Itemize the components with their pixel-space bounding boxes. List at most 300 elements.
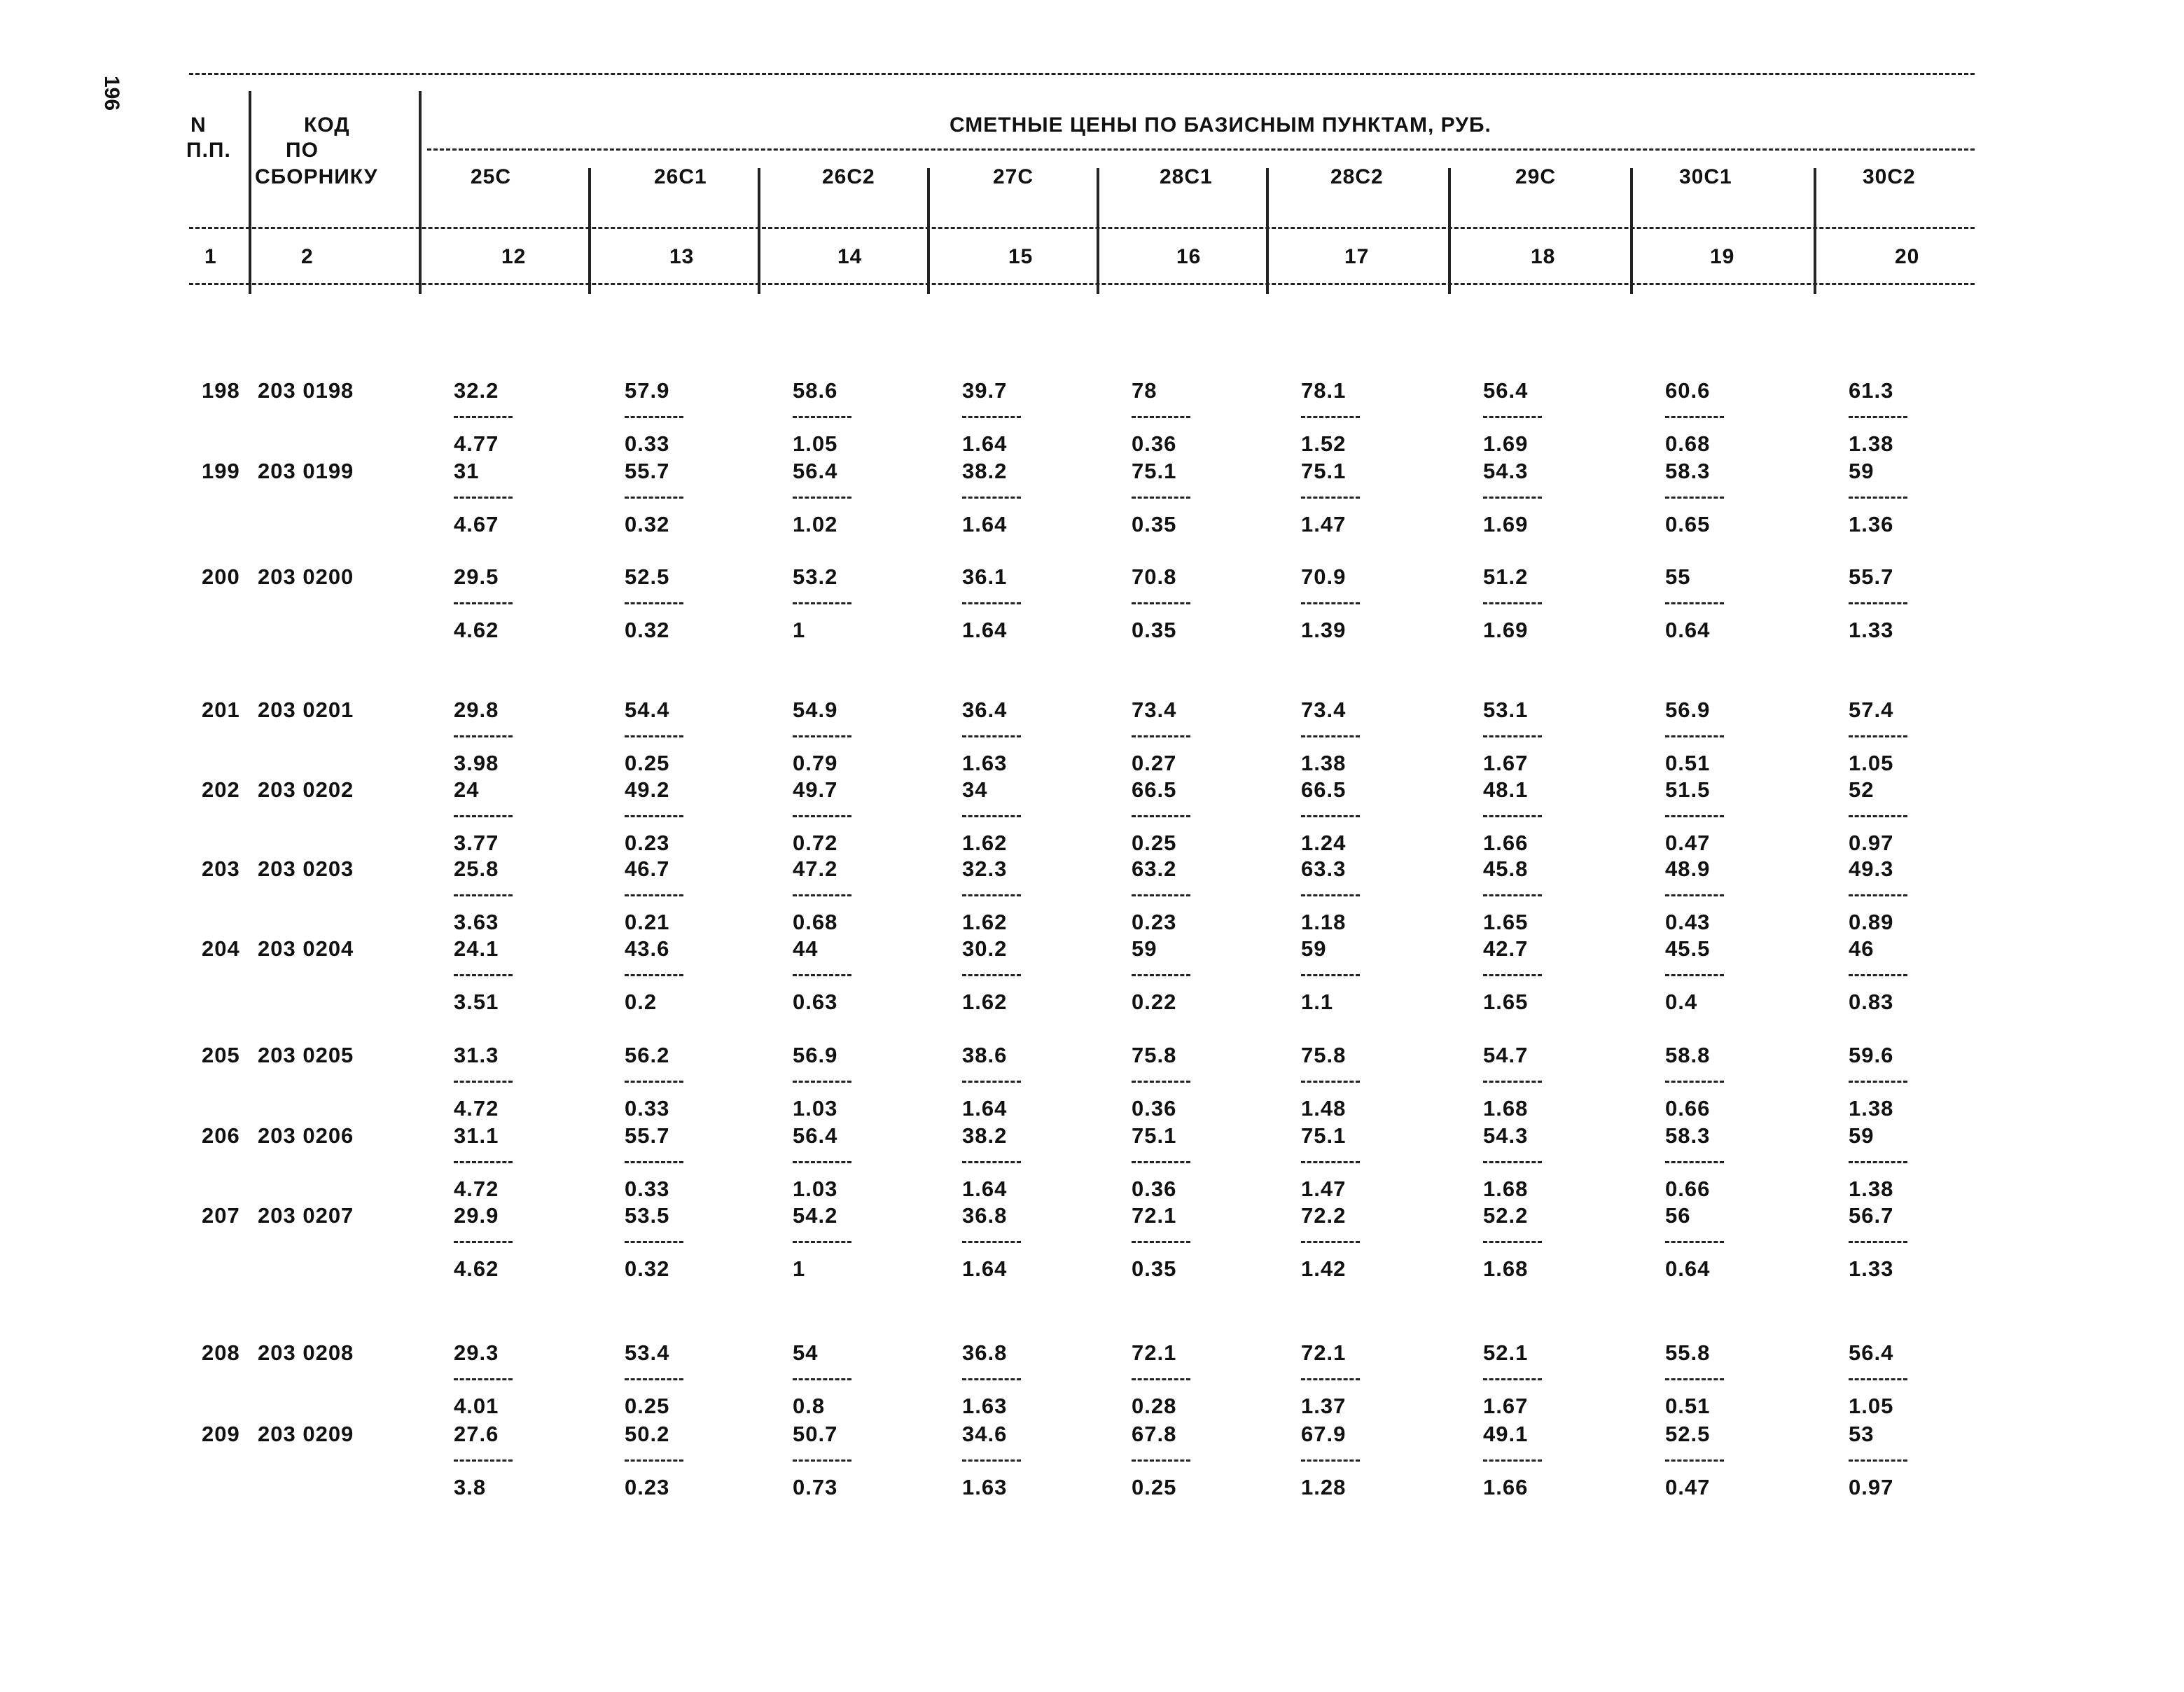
price-denominator: 0.64 xyxy=(1665,1256,1711,1281)
price-denominator: 0.25 xyxy=(1132,1475,1177,1499)
price-denominator: 1.02 xyxy=(793,512,838,536)
price-denominator: 3.77 xyxy=(454,831,499,855)
price-numerator: 34 xyxy=(962,777,988,802)
price-denominator: 0.22 xyxy=(1132,990,1177,1014)
price-denominator: 0.43 xyxy=(1665,910,1711,934)
price-denominator: 0.36 xyxy=(1132,1177,1177,1201)
header-top-rule xyxy=(189,73,1975,75)
fraction-line xyxy=(793,735,851,737)
page-number: 196 xyxy=(100,76,123,111)
row-code: 203 0206 xyxy=(258,1123,354,1148)
fraction-line xyxy=(1483,1081,1542,1083)
price-denominator: 0.32 xyxy=(625,618,670,642)
fraction-line xyxy=(962,815,1021,817)
price-numerator: 53.4 xyxy=(625,1340,670,1365)
price-denominator: 0.68 xyxy=(793,910,838,934)
price-denominator: 0.23 xyxy=(1132,910,1177,934)
fraction-line xyxy=(793,1378,851,1380)
fraction-line xyxy=(1132,1459,1190,1462)
row-number: 203 xyxy=(202,857,240,881)
price-numerator: 52.5 xyxy=(625,564,670,589)
fraction-line xyxy=(962,974,1021,976)
price-numerator: 38.6 xyxy=(962,1043,1008,1067)
header-point-8: 30С1 xyxy=(1679,165,1732,188)
fraction-line xyxy=(1483,735,1542,737)
price-numerator: 75.8 xyxy=(1301,1043,1347,1067)
price-denominator: 4.62 xyxy=(454,618,499,642)
price-numerator: 52.5 xyxy=(1665,1422,1711,1446)
price-denominator: 0.32 xyxy=(625,1256,670,1281)
price-numerator: 29.3 xyxy=(454,1340,499,1365)
price-numerator: 53.2 xyxy=(793,564,838,589)
price-numerator: 59 xyxy=(1301,936,1327,961)
price-numerator: 48.9 xyxy=(1665,857,1711,881)
row-code: 203 0198 xyxy=(258,378,354,403)
header-divider xyxy=(1448,168,1451,294)
price-numerator: 46.7 xyxy=(625,857,670,881)
price-numerator: 75.1 xyxy=(1132,459,1177,483)
price-numerator: 63.2 xyxy=(1132,857,1177,881)
price-denominator: 0.35 xyxy=(1132,1256,1177,1281)
row-number: 204 xyxy=(202,936,240,961)
price-denominator: 1.48 xyxy=(1301,1096,1347,1121)
fraction-line xyxy=(1483,1378,1542,1380)
price-numerator: 55.7 xyxy=(625,459,670,483)
price-denominator: 0.25 xyxy=(625,751,670,775)
fraction-line xyxy=(1483,1161,1542,1163)
price-numerator: 66.5 xyxy=(1301,777,1347,802)
price-denominator: 1.69 xyxy=(1483,512,1529,536)
price-numerator: 54 xyxy=(793,1340,819,1365)
price-denominator: 4.77 xyxy=(454,431,499,456)
price-denominator: 1.69 xyxy=(1483,431,1529,456)
price-denominator: 1.65 xyxy=(1483,990,1529,1014)
price-numerator: 54.2 xyxy=(793,1203,838,1228)
price-denominator: 1.69 xyxy=(1483,618,1529,642)
header-colnum: 2 xyxy=(301,245,314,268)
price-numerator: 55.7 xyxy=(1849,564,1894,589)
row-number: 199 xyxy=(202,459,240,483)
price-denominator: 1.38 xyxy=(1301,751,1347,775)
price-numerator: 38.2 xyxy=(962,1123,1008,1148)
fraction-line xyxy=(1301,815,1360,817)
price-denominator: 1.64 xyxy=(962,1256,1008,1281)
fraction-line xyxy=(454,416,513,418)
price-denominator: 0.27 xyxy=(1132,751,1177,775)
fraction-line xyxy=(454,974,513,976)
price-numerator: 49.7 xyxy=(793,777,838,802)
price-denominator: 0.72 xyxy=(793,831,838,855)
fraction-line xyxy=(1483,497,1542,499)
price-numerator: 52.1 xyxy=(1483,1340,1529,1365)
fraction-line xyxy=(1132,1081,1190,1083)
fraction-line xyxy=(454,1081,513,1083)
fraction-line xyxy=(454,1378,513,1380)
fraction-line xyxy=(625,602,683,604)
fraction-line xyxy=(1301,894,1360,896)
price-denominator: 0.33 xyxy=(625,431,670,456)
row-code: 203 0202 xyxy=(258,777,354,802)
price-numerator: 56.7 xyxy=(1849,1203,1894,1228)
fraction-line xyxy=(793,1241,851,1243)
price-denominator: 3.98 xyxy=(454,751,499,775)
price-numerator: 72.2 xyxy=(1301,1203,1347,1228)
fraction-line xyxy=(1849,1378,1907,1380)
price-denominator: 0.33 xyxy=(625,1096,670,1121)
price-denominator: 1.24 xyxy=(1301,831,1347,855)
fraction-line xyxy=(1849,1161,1907,1163)
price-numerator: 30.2 xyxy=(962,936,1008,961)
price-numerator: 78.1 xyxy=(1301,378,1347,403)
fraction-line xyxy=(1849,815,1907,817)
fraction-line xyxy=(625,894,683,896)
price-denominator: 1 xyxy=(793,618,806,642)
row-number: 202 xyxy=(202,777,240,802)
price-numerator: 48.1 xyxy=(1483,777,1529,802)
price-numerator: 42.7 xyxy=(1483,936,1529,961)
price-numerator: 70.8 xyxy=(1132,564,1177,589)
price-denominator: 0.28 xyxy=(1132,1394,1177,1418)
price-numerator: 53 xyxy=(1849,1422,1875,1446)
row-code: 203 0207 xyxy=(258,1203,354,1228)
header-point-5: 28С1 xyxy=(1160,165,1213,188)
price-numerator: 59 xyxy=(1132,936,1157,961)
fraction-line xyxy=(1483,602,1542,604)
fraction-line xyxy=(625,1081,683,1083)
fraction-line xyxy=(1301,1161,1360,1163)
row-number: 205 xyxy=(202,1043,240,1067)
fraction-line xyxy=(1665,1161,1724,1163)
price-numerator: 32.3 xyxy=(962,857,1008,881)
header-point-6: 28С2 xyxy=(1330,165,1384,188)
price-denominator: 0.25 xyxy=(625,1394,670,1418)
price-denominator: 1.36 xyxy=(1849,512,1894,536)
price-denominator: 1.68 xyxy=(1483,1096,1529,1121)
fraction-line xyxy=(793,974,851,976)
price-numerator: 34.6 xyxy=(962,1422,1008,1446)
fraction-line xyxy=(962,1378,1021,1380)
header-code: КОД xyxy=(304,113,350,137)
price-numerator: 36.8 xyxy=(962,1340,1008,1365)
fraction-line xyxy=(1132,974,1190,976)
header-colnum: 1 xyxy=(204,245,217,268)
row-code: 203 0204 xyxy=(258,936,354,961)
price-denominator: 1.63 xyxy=(962,1475,1008,1499)
price-numerator: 75.8 xyxy=(1132,1043,1177,1067)
fraction-line xyxy=(793,416,851,418)
price-denominator: 0.36 xyxy=(1132,1096,1177,1121)
fraction-line xyxy=(1849,894,1907,896)
price-numerator: 56.4 xyxy=(1849,1340,1894,1365)
fraction-line xyxy=(1665,416,1724,418)
header-point-4: 27С xyxy=(993,165,1034,188)
price-numerator: 59 xyxy=(1849,1123,1875,1148)
price-numerator: 55.7 xyxy=(625,1123,670,1148)
price-numerator: 52 xyxy=(1849,777,1875,802)
fraction-line xyxy=(625,735,683,737)
price-denominator: 1.63 xyxy=(962,751,1008,775)
fraction-line xyxy=(1483,815,1542,817)
price-denominator: 0.35 xyxy=(1132,618,1177,642)
header-point-3: 26С2 xyxy=(822,165,875,188)
header-divider xyxy=(927,168,930,294)
fraction-line xyxy=(1665,1459,1724,1462)
row-code: 203 0203 xyxy=(258,857,354,881)
price-denominator: 1.33 xyxy=(1849,618,1894,642)
price-numerator: 39.7 xyxy=(962,378,1008,403)
fraction-line xyxy=(1665,894,1724,896)
header-divider xyxy=(1097,168,1099,294)
price-denominator: 1.47 xyxy=(1301,512,1347,536)
fraction-line xyxy=(1301,1081,1360,1083)
price-denominator: 0.4 xyxy=(1665,990,1698,1014)
price-denominator: 1.62 xyxy=(962,831,1008,855)
fraction-line xyxy=(1483,1241,1542,1243)
price-numerator: 56.9 xyxy=(793,1043,838,1067)
price-denominator: 0.2 xyxy=(625,990,658,1014)
price-numerator: 51.2 xyxy=(1483,564,1529,589)
fraction-line xyxy=(625,815,683,817)
fraction-line xyxy=(1301,1241,1360,1243)
price-numerator: 47.2 xyxy=(793,857,838,881)
price-numerator: 29.5 xyxy=(454,564,499,589)
price-denominator: 1.64 xyxy=(962,512,1008,536)
fraction-line xyxy=(1849,1081,1907,1083)
fraction-line xyxy=(1301,497,1360,499)
price-denominator: 3.63 xyxy=(454,910,499,934)
fraction-line xyxy=(1849,974,1907,976)
price-numerator: 43.6 xyxy=(625,936,670,961)
header-point-7: 29С xyxy=(1515,165,1557,188)
price-denominator: 0.51 xyxy=(1665,1394,1711,1418)
price-numerator: 59 xyxy=(1849,459,1875,483)
price-denominator: 4.62 xyxy=(454,1256,499,1281)
price-numerator: 73.4 xyxy=(1132,698,1177,722)
price-denominator: 0.66 xyxy=(1665,1177,1711,1201)
fraction-line xyxy=(1483,894,1542,896)
row-code: 203 0209 xyxy=(258,1422,354,1446)
row-code: 203 0200 xyxy=(258,564,354,589)
header-divider xyxy=(1266,168,1269,294)
price-denominator: 0.23 xyxy=(625,831,670,855)
fraction-line xyxy=(454,815,513,817)
price-numerator: 24.1 xyxy=(454,936,499,961)
header-colnum: 20 xyxy=(1895,245,1920,268)
fraction-line xyxy=(1665,497,1724,499)
fraction-line xyxy=(962,416,1021,418)
price-denominator: 1.67 xyxy=(1483,751,1529,775)
fraction-line xyxy=(454,735,513,737)
price-denominator: 1.1 xyxy=(1301,990,1334,1014)
price-numerator: 75.1 xyxy=(1132,1123,1177,1148)
price-denominator: 0.25 xyxy=(1132,831,1177,855)
price-numerator: 49.3 xyxy=(1849,857,1894,881)
price-denominator: 0.23 xyxy=(625,1475,670,1499)
row-number: 206 xyxy=(202,1123,240,1148)
header-colnum: 18 xyxy=(1531,245,1556,268)
price-numerator: 59.6 xyxy=(1849,1043,1894,1067)
price-numerator: 57.9 xyxy=(625,378,670,403)
fraction-line xyxy=(1665,815,1724,817)
header-n: N xyxy=(190,113,207,137)
price-denominator: 1.65 xyxy=(1483,910,1529,934)
price-numerator: 49.1 xyxy=(1483,1422,1529,1446)
fraction-line xyxy=(1849,1459,1907,1462)
price-numerator: 56.4 xyxy=(793,459,838,483)
fraction-line xyxy=(454,602,513,604)
price-denominator: 1.63 xyxy=(962,1394,1008,1418)
price-numerator: 58.6 xyxy=(793,378,838,403)
price-denominator: 1.38 xyxy=(1849,1177,1894,1201)
fraction-line xyxy=(1132,497,1190,499)
price-denominator: 0.63 xyxy=(793,990,838,1014)
fraction-line xyxy=(1132,1378,1190,1380)
header-point-2: 26С1 xyxy=(654,165,707,188)
row-number: 198 xyxy=(202,378,240,403)
price-denominator: 0.73 xyxy=(793,1475,838,1499)
row-code: 203 0205 xyxy=(258,1043,354,1067)
fraction-line xyxy=(454,497,513,499)
price-denominator: 1.38 xyxy=(1849,1096,1894,1121)
price-denominator: 4.72 xyxy=(454,1096,499,1121)
header-colnum: 13 xyxy=(669,245,695,268)
fraction-line xyxy=(1849,497,1907,499)
price-numerator: 63.3 xyxy=(1301,857,1347,881)
fraction-line xyxy=(793,1081,851,1083)
price-denominator: 1.64 xyxy=(962,1096,1008,1121)
price-numerator: 72.1 xyxy=(1132,1203,1177,1228)
price-denominator: 1.62 xyxy=(962,990,1008,1014)
price-denominator: 0.83 xyxy=(1849,990,1894,1014)
price-denominator: 1.39 xyxy=(1301,618,1347,642)
price-numerator: 54.7 xyxy=(1483,1043,1529,1067)
price-denominator: 0.35 xyxy=(1132,512,1177,536)
fraction-line xyxy=(1132,815,1190,817)
price-numerator: 24 xyxy=(454,777,480,802)
row-code: 203 0208 xyxy=(258,1340,354,1365)
fraction-line xyxy=(1483,974,1542,976)
price-denominator: 1.52 xyxy=(1301,431,1347,456)
fraction-line xyxy=(625,974,683,976)
header-point-9: 30С2 xyxy=(1863,165,1916,188)
fraction-line xyxy=(1132,1161,1190,1163)
fraction-line xyxy=(1665,974,1724,976)
fraction-line xyxy=(625,1378,683,1380)
header-point-1: 25С xyxy=(471,165,512,188)
price-denominator: 1.37 xyxy=(1301,1394,1347,1418)
price-denominator: 3.8 xyxy=(454,1475,487,1499)
price-numerator: 36.8 xyxy=(962,1203,1008,1228)
fraction-line xyxy=(1132,1241,1190,1243)
header-colnum: 16 xyxy=(1176,245,1202,268)
fraction-line xyxy=(1301,602,1360,604)
fraction-line xyxy=(793,1161,851,1163)
price-denominator: 1 xyxy=(793,1256,806,1281)
price-numerator: 45.5 xyxy=(1665,936,1711,961)
price-numerator: 66.5 xyxy=(1132,777,1177,802)
fraction-line xyxy=(1483,416,1542,418)
price-numerator: 57.4 xyxy=(1849,698,1894,722)
price-denominator: 3.51 xyxy=(454,990,499,1014)
fraction-line xyxy=(625,1161,683,1163)
header-group-rule xyxy=(427,148,1975,151)
price-denominator: 0.97 xyxy=(1849,1475,1894,1499)
price-denominator: 0.32 xyxy=(625,512,670,536)
header-bottom-rule xyxy=(189,283,1975,285)
price-numerator: 58.3 xyxy=(1665,459,1711,483)
row-number: 201 xyxy=(202,698,240,722)
price-numerator: 54.4 xyxy=(625,698,670,722)
fraction-line xyxy=(1665,1378,1724,1380)
price-numerator: 73.4 xyxy=(1301,698,1347,722)
fraction-line xyxy=(625,497,683,499)
price-numerator: 50.2 xyxy=(625,1422,670,1446)
fraction-line xyxy=(454,1459,513,1462)
price-denominator: 1.33 xyxy=(1849,1256,1894,1281)
fraction-line xyxy=(1849,1241,1907,1243)
fraction-line xyxy=(793,894,851,896)
price-numerator: 58.8 xyxy=(1665,1043,1711,1067)
header-colnum: 15 xyxy=(1008,245,1034,268)
fraction-line xyxy=(962,1459,1021,1462)
price-numerator: 29.9 xyxy=(454,1203,499,1228)
price-numerator: 38.2 xyxy=(962,459,1008,483)
fraction-line xyxy=(1665,1081,1724,1083)
fraction-line xyxy=(962,497,1021,499)
price-numerator: 55.8 xyxy=(1665,1340,1711,1365)
price-numerator: 67.9 xyxy=(1301,1422,1347,1446)
fraction-line xyxy=(1849,602,1907,604)
price-denominator: 1.05 xyxy=(1849,751,1894,775)
price-denominator: 0.65 xyxy=(1665,512,1711,536)
fraction-line xyxy=(1301,416,1360,418)
header-divider xyxy=(1630,168,1633,294)
row-number: 208 xyxy=(202,1340,240,1365)
price-numerator: 46 xyxy=(1849,936,1875,961)
header-colnum: 17 xyxy=(1344,245,1370,268)
fraction-line xyxy=(1132,894,1190,896)
row-number: 209 xyxy=(202,1422,240,1446)
fraction-line xyxy=(1665,1241,1724,1243)
header-divider xyxy=(1814,168,1816,294)
price-denominator: 1.03 xyxy=(793,1177,838,1201)
fraction-line xyxy=(1301,974,1360,976)
header-mid-rule xyxy=(189,227,1975,229)
price-numerator: 58.3 xyxy=(1665,1123,1711,1148)
price-denominator: 0.33 xyxy=(625,1177,670,1201)
price-denominator: 1.64 xyxy=(962,431,1008,456)
price-denominator: 0.66 xyxy=(1665,1096,1711,1121)
header-code-po: ПО xyxy=(286,139,319,162)
fraction-line xyxy=(962,1081,1021,1083)
fraction-line xyxy=(793,1459,851,1462)
price-denominator: 0.47 xyxy=(1665,831,1711,855)
price-numerator: 52.2 xyxy=(1483,1203,1529,1228)
price-numerator: 31 xyxy=(454,459,480,483)
price-numerator: 36.1 xyxy=(962,564,1008,589)
price-numerator: 75.1 xyxy=(1301,1123,1347,1148)
price-denominator: 1.66 xyxy=(1483,831,1529,855)
fraction-line xyxy=(962,1161,1021,1163)
price-numerator: 53.5 xyxy=(625,1203,670,1228)
header-colnum: 12 xyxy=(501,245,527,268)
fraction-line xyxy=(1132,416,1190,418)
price-denominator: 0.47 xyxy=(1665,1475,1711,1499)
price-numerator: 56.2 xyxy=(625,1043,670,1067)
fraction-line xyxy=(625,1241,683,1243)
price-numerator: 60.6 xyxy=(1665,378,1711,403)
price-denominator: 0.68 xyxy=(1665,431,1711,456)
